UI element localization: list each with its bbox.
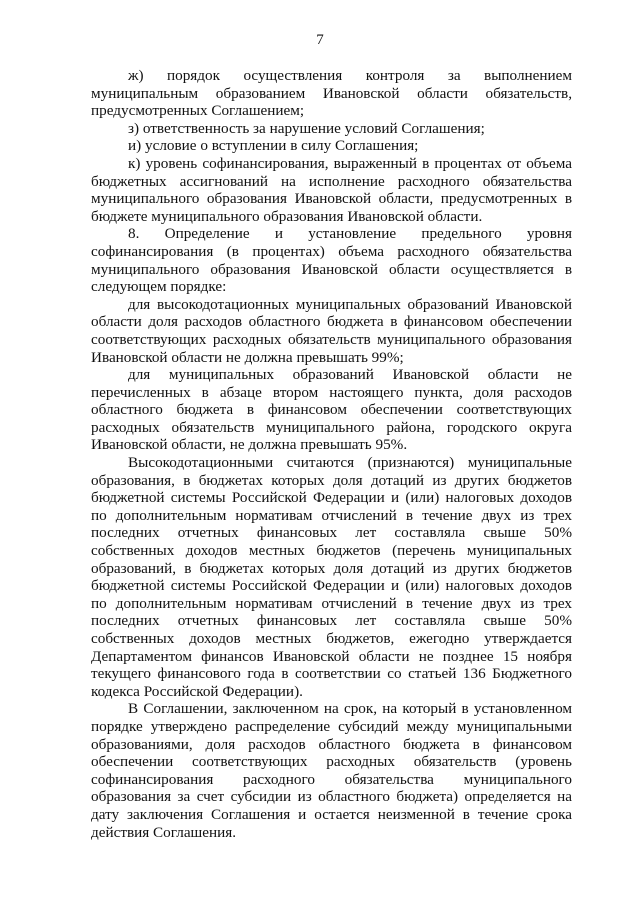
paragraph-item-z: з) ответственность за нарушение условий Соглашения; — [128, 119, 485, 137]
paragraph-agreement-share: В Соглашении, заключенном на срок, на который в установленном порядке утверждено распределение субсидий между муниципальными образованиями, доля расходов областного бюджета в финансовом обеспечении соответствующих расходных обязательств (уровень софинансирования расходного обязательства муниципального образования за счет субсидии из областного бюджета) определяется на дату заключения Соглашения и остается неизменной в течение срока действия Соглашения. — [91, 700, 572, 841]
document-body — [91, 67, 572, 841]
paragraph-item-i: и) условие о вступлении в силу Соглашения; — [128, 137, 419, 155]
paragraph-item-k: к) уровень софинансирования, выраженный в процентах от объема бюджетных ассигнований на исполнение расходного обязательства муниципального образования Ивановской области, предусмотренных в бюджете муниципального образования Ивановской области. — [91, 154, 572, 225]
paragraph-other-limit: для муниципальных образований Ивановской области не перечисленных в абзаце втором настоящего пункта, доля расходов областного бюджета в финансовом обеспечении соответствующих расходных обязательств муниципального района, городского округа Ивановской области, не должна превышать 95%. — [91, 366, 572, 454]
paragraph-section-8: 8. Определение и установление предельного уровня софинансирования (в процентах) объема расходного обязательства муниципального образования Ивановской области осуществляется в следующем порядке: — [91, 225, 572, 296]
page-number: 7 — [316, 32, 324, 48]
paragraph-item-zh: ж) порядок осуществления контроля за выполнением муниципальным образованием Ивановской области обязательств, предусмотренных Соглашением; — [91, 67, 572, 120]
paragraph-high-subsidy-definition: Высокодотационными считаются (признаются) муниципальные образования, в бюджетах которых доля дотаций из других бюджетов бюджетной системы Российской Федерации и (или) налоговых доходов по дополнительным нормативам отчислений в течение двух из трех последних отчетных финансовых лет составляла свыше 50% собственных доходов местных бюджетов (перечень муниципальных образований, в бюджетах которых доля дотаций из других бюджетов бюджетной системы Российской Федерации и (или) налоговых доходов по дополнительным нормативам отчислений в течение двух из трех последних отчетных финансовых лет составляла свыше 50% собственных доходов местных бюджетов, ежегодно утверждается Департаментом финансов Ивановской области не позднее 15 ноября текущего финансового года в соответствии со статьей 136 Бюджетного кодекса Российской Федерации). — [91, 454, 572, 700]
paragraph-high-subsidy-limit: для высокодотационных муниципальных образований Ивановской области доля расходов областного бюджета в финансовом обеспечении соответствующих расходных обязательств муниципального образования Ивановской области не должна превышать 99%; — [91, 295, 572, 366]
